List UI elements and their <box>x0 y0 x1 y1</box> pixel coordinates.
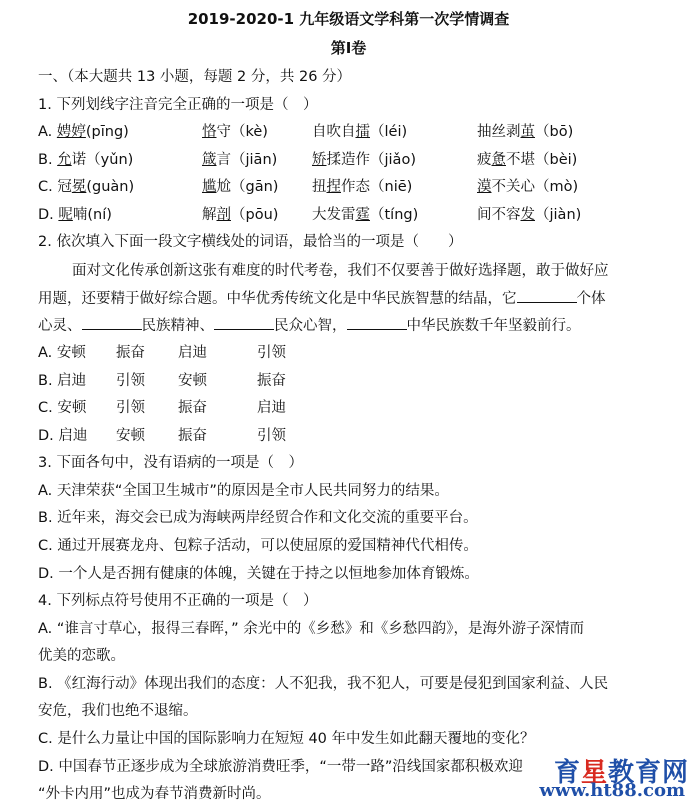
q4-stem: 4. 下列标点符号使用不正确的一项是（ ） <box>38 593 318 609</box>
q1-stem: 1. 下列划线字注音完全正确的一项是（ ） <box>38 97 318 113</box>
q1-b-cell-4: 疲惫不堪（bèi) <box>477 152 578 168</box>
q4-option-b-line-2: 安危，我们也绝不退缩。 <box>38 703 198 719</box>
q4-option-a-line-2: 优美的恋歌。 <box>38 648 125 664</box>
q2-option-d: D. 启迪 安顿 振奋 引领 <box>38 428 286 444</box>
q1-d-cell-1: D. 呢喃(ní) <box>38 207 112 223</box>
q3-option-a: A. 天津荣获“全国卫生城市”的原因是全市人民共同努力的结果。 <box>38 483 449 499</box>
q3-option-d: D. 一个人是否拥有健康的体魄，关键在于持之以恒地参加体育锻炼。 <box>38 566 479 582</box>
q2-passage-line-3: 心灵、 民族精神、 民众心智， 中华民族数千年坚毅前行。 <box>38 315 581 337</box>
q1-a-cell-4: 抽丝剥茧（bō) <box>477 124 574 140</box>
q2-passage-line-1: 面对文化传承创新这张有难度的时代考卷，我们不仅要善于做好选择题，敢于做好应 <box>72 263 609 279</box>
section-heading: 一、（本大题共 13 小题，每题 2 分，共 26 分） <box>38 69 352 85</box>
q1-c-cell-3: 扭捏作态（niē) <box>312 179 413 195</box>
watermark-url: www.ht88.com <box>539 780 685 801</box>
q2-passage-line-2: 用题，还要精于做好综合题。中华优秀传统文化是中华民族智慧的结晶，它 个体 <box>38 288 606 310</box>
q4-option-a-line-1: A. “谁言寸草心，报得三春晖，” 余光中的《乡愁》和《乡愁四韵》，是海外游子深情而 <box>38 621 585 637</box>
q3-stem: 3. 下面各句中，没有语病的一项是（ ） <box>38 455 303 471</box>
q2-option-b: B. 启迪 引领 安顿 振奋 <box>38 373 286 389</box>
q3-option-c: C. 通过开展赛龙舟、包粽子活动，可以使屈原的爱国精神代代相传。 <box>38 538 478 554</box>
q1-option-row-d <box>38 204 678 226</box>
q2-blank-4 <box>347 315 407 330</box>
q1-b-cell-2: 箴言（jiān) <box>202 152 278 168</box>
q1-option-row-c <box>38 176 678 198</box>
q1-d-cell-4: 间不容发（jiàn) <box>477 207 582 223</box>
q1-option-row-a <box>38 121 678 143</box>
q3-option-b: B. 近年来，海交会已成为海峡两岸经贸合作和文化交流的重要平台。 <box>38 510 478 526</box>
q4-option-d-line-2: “外卡内用”也成为春节消费新时尚。 <box>38 786 271 802</box>
q4-option-b-line-1: B. 《红海行动》体现出我们的态度：人不犯我，我不犯人，可要是侵犯到国家利益、人民 <box>38 676 609 692</box>
q2-blank-3 <box>214 315 274 330</box>
q1-a-cell-2: 恪守（kè) <box>202 124 268 140</box>
q1-option-row-b <box>38 149 678 171</box>
q1-c-cell-2: 尴尬（gān) <box>202 179 279 195</box>
q2-option-c: C. 安顿 引领 振奋 启迪 <box>38 400 286 416</box>
q1-a-cell-1: A. 娉婷(pīng) <box>38 124 129 140</box>
q1-d-cell-2: 解剖（pōu) <box>202 207 279 223</box>
q1-c-cell-4: 漠不关心（mò) <box>477 179 579 195</box>
q2-stem: 2. 依次填入下面一段文字横线处的词语，最恰当的一项是（ ） <box>38 234 463 250</box>
q4-option-d-line-1: D. 中国春节正逐步成为全球旅游消费旺季，“一带一路”沿线国家都积极欢迎 <box>38 759 523 775</box>
q1-d-cell-3: 大发雷霆（tíng) <box>312 207 419 223</box>
q1-b-cell-3: 矫揉造作（jiǎo) <box>312 152 416 168</box>
q1-b-cell-1: B. 允诺（yǔn) <box>38 152 134 168</box>
q2-blank-2 <box>82 315 142 330</box>
q1-c-cell-1: C. 冠冕(guàn) <box>38 179 135 195</box>
site-watermark: 育星教育网 <box>553 758 689 788</box>
q2-blank-1 <box>517 288 577 303</box>
page-title: 2019-2020-1 九年级语文学科第一次学情调查 <box>187 10 510 28</box>
q2-option-a: A. 安顿 振奋 启迪 引领 <box>38 345 286 361</box>
q1-a-cell-3: 自吹自擂（léi) <box>312 124 408 140</box>
q4-option-c: C. 是什么力量让中国的国际影响力在短短 40 年中发生如此翻天覆地的变化？ <box>38 731 535 747</box>
volume-label: 第Ⅰ卷 <box>330 39 367 57</box>
